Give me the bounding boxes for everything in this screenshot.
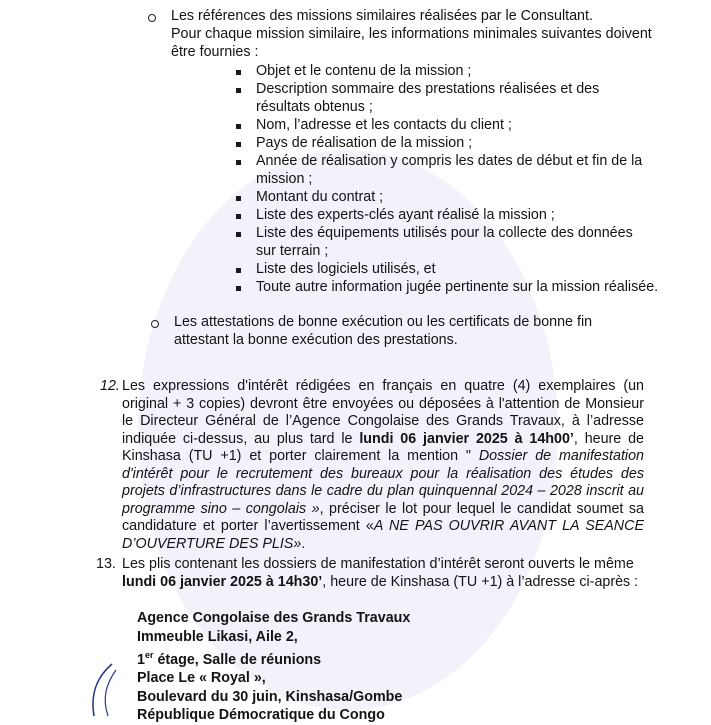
floor-text: étage, Salle de réunions	[153, 651, 322, 668]
square-bullet-icon	[236, 268, 241, 273]
item-12-mention: Dossier de manifestation d'intérêt pour le recrutement des bureaux pour la réalisation des études des projets d’infrastructures dans le cadre du plan quinquennal 2024 – 2028 inscrit au programme sino – congolais »	[122, 448, 645, 517]
item-13-text: Les plis contenant les dossiers de manifestation d’intérêt seront ouverts le même	[122, 556, 634, 572]
list-item: Liste des experts-clés ayant réalisé la mission ;	[256, 207, 555, 223]
square-bullet-icon	[236, 232, 241, 237]
address-line: Agence Congolaise des Grands Travaux	[137, 610, 411, 626]
item-12-warning: A NE PAS OUVRIR AVANT LA SEANCE D’OUVERTURE DES PLIS»	[122, 518, 644, 552]
item-13-date: lundi 06 janvier 2025 à 14h30’	[122, 573, 323, 590]
square-bullet-icon	[236, 160, 241, 165]
circle-bullet-icon	[148, 14, 156, 22]
address-line: Boulevard du 30 juin, Kinshasa/Gombe	[137, 688, 403, 705]
consultant-refs-heading: Les références des missions similaires réalisées par le Consultant.	[171, 8, 593, 24]
floor-number: 1	[137, 651, 145, 668]
item-12-text: .	[301, 535, 306, 552]
square-bullet-icon	[236, 70, 241, 75]
item-12-date: lundi 06 janvier 2025 à 14h00’	[359, 430, 574, 447]
list-item: Objet et le contenu de la mission ;	[256, 63, 472, 79]
address-line: Immeuble Likasi, Aile 2,	[137, 628, 298, 645]
square-bullet-icon	[236, 214, 241, 219]
item-13-paragraph	[122, 556, 646, 591]
pen-mark-icon	[80, 662, 140, 717]
square-bullet-icon	[236, 88, 241, 93]
list-item: Pays de réalisation de la mission ;	[256, 135, 473, 151]
item-12-text: , heure de Kinshasa (TU +1) et porter clairement la mention "	[122, 430, 644, 464]
item-12-text: Les expressions d'intérêt rédigées en français en quatre (4) exemplaires (un original + 3 copies) devront être envoyées ou déposées à l'attention de Monsieur le Directeur Général de l’Agence Congolaise des Grands Travaux, à l’adresse indiquée ci-dessus, au plus tard le	[122, 378, 644, 447]
item-13-number: 13.	[96, 556, 116, 572]
address-line: Place Le « Royal »,	[137, 670, 266, 687]
list-item: Liste des équipements utilisés pour la collecte des données sur terrain ;	[256, 225, 633, 259]
list-item: Liste des logiciels utilisés, et	[256, 261, 436, 277]
consultant-refs-intro: Pour chaque mission similaire, les informations minimales suivantes doivent être fournies :	[171, 26, 652, 60]
list-item: Description sommaire des prestations réalisées et des résultats obtenus ;	[256, 81, 600, 115]
square-bullet-icon	[236, 124, 241, 129]
address-line: République Démocratique du Congo	[137, 707, 385, 724]
list-item: Montant du contrat ;	[256, 189, 384, 205]
square-bullet-icon	[236, 196, 241, 201]
item-13-text: , heure de Kinshasa (TU +1) à l’adresse ci-après :	[322, 573, 639, 590]
list-item: Toute autre information jugée pertinente sur la mission réalisée.	[256, 279, 659, 295]
address-line	[137, 646, 410, 669]
attestations-paragraph: Les attestations de bonne exécution ou les certificats de bonne fin attestant la bonne exécution des prestations.	[174, 314, 593, 348]
circle-bullet-icon	[151, 320, 159, 328]
list-item: Année de réalisation y compris les dates de début et fin de la mission ;	[256, 153, 643, 187]
address-block	[137, 609, 410, 725]
list-item: Nom, l’adresse et les contacts du client ;	[256, 117, 512, 133]
floor-ordinal: er	[144, 650, 154, 660]
item-12-paragraph	[122, 378, 644, 553]
item-12-text: , préciser le lot pour lequel le candidat soumet sa candidature et porter l’avertissement «	[122, 500, 644, 534]
item-12-number: 12.	[100, 378, 120, 394]
square-bullet-icon	[236, 286, 241, 291]
square-bullet-icon	[236, 142, 241, 147]
